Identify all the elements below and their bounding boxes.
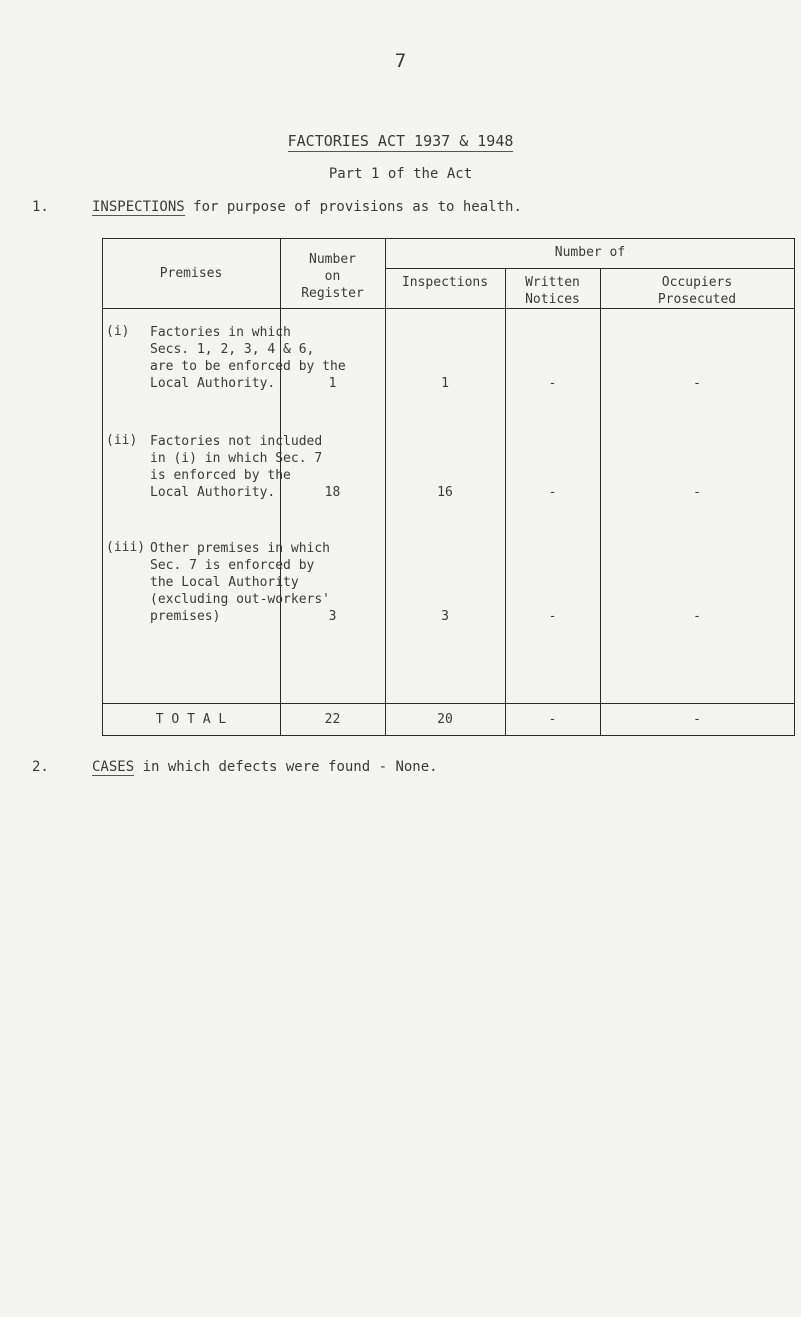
header-written-notices (505, 274, 600, 308)
section-2-number: 2. (32, 759, 49, 775)
total-prosecuted: - (693, 712, 701, 727)
act-title (0, 132, 801, 150)
table-rule-top (102, 238, 795, 239)
table-rule-header (102, 308, 795, 309)
section-2-heading (32, 759, 438, 775)
page-number: 7 (394, 50, 407, 72)
row-2-line-4: Local Authority. (150, 485, 276, 500)
table-rule-col3 (505, 268, 506, 736)
row-2-line-3: is enforced by the (150, 468, 291, 483)
header-premises: Premises (159, 266, 223, 281)
row-3-line-4: (excluding out-workers' (150, 592, 331, 607)
row-3-line-3: the Local Authority (150, 575, 299, 590)
row-1-roman: (i) (106, 324, 130, 339)
row-2-register: 18 (324, 485, 341, 500)
section-1-heading (32, 199, 522, 215)
table-rule-col4 (600, 268, 601, 736)
part-title (0, 166, 801, 182)
section-2-text: in which defects were found - None. (134, 759, 438, 775)
section-1-number: 1. (32, 199, 49, 215)
table-rule-right (794, 238, 795, 736)
row-2-roman: (ii) (106, 433, 138, 448)
row-3-line-5: premises) (150, 609, 221, 624)
table-rule-number-of (385, 268, 795, 269)
row-2-line-2: in (i) in which Sec. 7 (150, 451, 323, 466)
row-2-notices: - (548, 485, 557, 500)
row-3-register: 3 (328, 609, 337, 624)
row-2-inspections: 16 (437, 485, 453, 500)
table-rule-left (102, 238, 103, 736)
total-inspections: 20 (437, 712, 453, 727)
header-register-line-1: Number (309, 252, 356, 267)
section-2-keyword: CASES (92, 759, 135, 775)
row-1-line-4: Local Authority. (150, 376, 276, 391)
part-title-text: Part 1 of the Act (328, 166, 473, 182)
row-1-line-1: Factories in which (150, 325, 291, 340)
table-rule-bottom (102, 735, 795, 736)
total-label: T O T A L (155, 712, 227, 727)
header-number-on-register (280, 251, 385, 302)
row-3-prosecuted: - (693, 609, 701, 624)
row-1-prosecuted: - (693, 376, 701, 391)
header-register-line-3: Register (301, 286, 364, 301)
row-1-inspections: 1 (441, 376, 449, 391)
act-title-text: FACTORIES ACT 1937 & 1948 (287, 132, 514, 150)
header-occupiers-line-1: Occupiers (661, 275, 733, 290)
row-3-roman: (iii) (106, 540, 146, 555)
header-occupiers-prosecuted (600, 274, 794, 308)
table-rule-total-top (102, 703, 795, 704)
header-written-line-1: Written (525, 275, 580, 290)
row-1-line-2: Secs. 1, 2, 3, 4 & 6, (150, 342, 315, 357)
row-3-line-2: Sec. 7 is enforced by (150, 558, 315, 573)
header-written-line-2: Notices (525, 292, 580, 307)
total-notices: - (548, 712, 557, 727)
section-1-keyword: INSPECTIONS (92, 199, 185, 215)
header-number-of: Number of (554, 245, 626, 260)
row-3-line-1: Other premises in which (150, 541, 331, 556)
row-2-line-1: Factories not included (150, 434, 323, 449)
row-3-inspections: 3 (441, 609, 449, 624)
row-3-notices: - (548, 609, 557, 624)
section-1-text: for purpose of provisions as to health. (184, 199, 522, 215)
header-occupiers-line-2: Prosecuted (657, 292, 737, 307)
inspections-table (102, 238, 795, 736)
header-register-line-2: on (324, 269, 341, 284)
row-1-line-3: are to be enforced by the (150, 359, 346, 374)
row-1-notices: - (548, 376, 557, 391)
row-2-prosecuted: - (693, 485, 701, 500)
header-inspections: Inspections (401, 275, 489, 290)
row-1-register: 1 (328, 376, 337, 391)
total-register: 22 (324, 712, 341, 727)
